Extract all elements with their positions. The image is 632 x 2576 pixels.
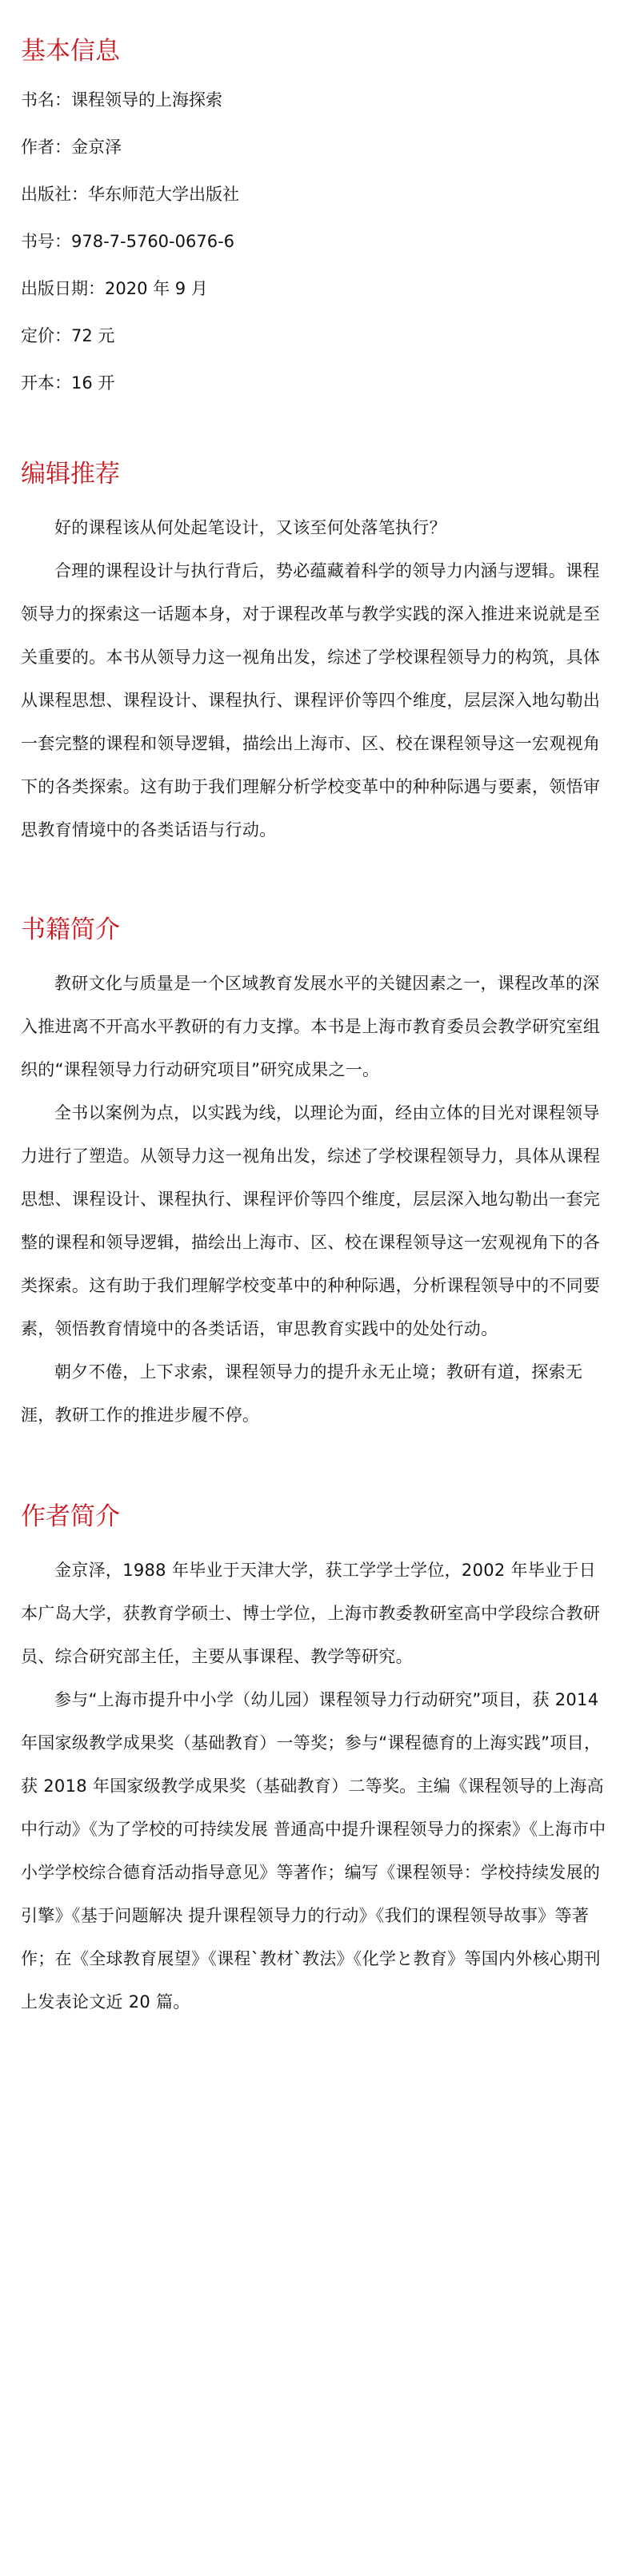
info-author: 作者：金京泽 (21, 138, 122, 157)
info-publish-date: 出版日期：2020 年 9 月 (21, 279, 208, 298)
info-publisher: 出版社：华东师范大学出版社 (21, 185, 239, 204)
paragraph: 全书以案例为点，以实践为线，以理论为面，经由立体的目光对课程领导力进行了塑造。从领导力这一视角出发，综述了学校课程领导力，具体从课程思想、课程设计、课程执行、课程评价等四个维度，层层深入地勾勒出一套完整的课程和领导逻辑，描绘出上海市、区、校在课程领导这一宏观视角下的各类探索。这有助于我们理解学校变革中的种种际遇，分析课程领导中的不同要素，领悟教育情境中的各类话语，审思教育实践中的处处行动。 (21, 1103, 601, 1338)
editor-recommendation-section (21, 458, 611, 851)
basic-info-section (21, 35, 611, 395)
paragraph: 金京泽，1988 年毕业于天津大学，获工学学士学位，2002 年毕业于日本广岛大学，获教育学硕士、博士学位，上海市教委教研室高中学段综合教研员、综合研究部主任，主要从事课程、教学等研究。 (21, 1561, 601, 1666)
info-isbn: 书号：978-7-5760-0676-6 (21, 232, 235, 251)
paragraph: 教研文化与质量是一个区域教育发展水平的关键因素之一，课程改革的深入推进离不开高水平教研的有力支撑。本书是上海市教育委员会教学研究室组织的“课程领导力行动研究项目”研究成果之一。 (21, 974, 601, 1079)
paragraph: 朝夕不倦，上下求索，课程领导力的提升永无止境；教研有道，探索无涯，教研工作的推进步履不停。 (21, 1362, 583, 1425)
book-intro-section (21, 914, 611, 1437)
paragraph: 合理的课程设计与执行背后，势必蕴藏着科学的领导力内涵与逻辑。课程领导力的探索这一话题本身，对于课程改革与教学实践的深入推进来说就是至关重要的。本书从领导力这一视角出发，综述了学校课程领导力的构筑，具体从课程思想、课程设计、课程执行、课程评价等四个维度，层层深入地勾勒出一套完整的课程和领导逻辑，描绘出上海市、区、校在课程领导这一宏观视角下的各类探索。这有助于我们理解分析学校变革中的种种际遇与要素，领悟审思教育情境中的各类话语与行动。 (21, 561, 601, 839)
paragraph: 好的课程该从何处起笔设计，又该至何处落笔执行？ (54, 518, 446, 537)
author-intro-section (21, 1501, 611, 2024)
info-format: 开本：16 开 (21, 373, 115, 393)
section-title-book-intro: 书籍简介 (21, 915, 120, 944)
section-title-basic-info: 基本信息 (21, 37, 120, 66)
section-title-author-intro: 作者简介 (21, 1502, 120, 1531)
paragraph: 参与“上海市提升中小学（幼儿园）课程领导力行动研究”项目，获 2014 年国家级教学成果奖（基础教育）一等奖；参与“课程德育的上海实践”项目，获 2018 年国家级教学成果奖（基础教育）二等奖。主编《课程领导的上海高中行动》《为了学校的可持续发展 普通高中提升课程领导力的探索》《上海市中小学学校综合德育活动指导意见》等著作；编写《课程领导：学校持续发展的引擎》《基于问题解决 提升课程领导力的行动》《我们的课程领导故事》等著作；在《全球教育展望》《课程`教材`教法》《化学と教育》等国内外核心期刊上发表论文近 20 篇。 (21, 1690, 606, 2012)
info-price: 定价：72 元 (21, 326, 115, 345)
info-book-title: 书名：课程领导的上海探索 (21, 90, 222, 110)
section-title-editor-recommendation: 编辑推荐 (21, 460, 120, 488)
